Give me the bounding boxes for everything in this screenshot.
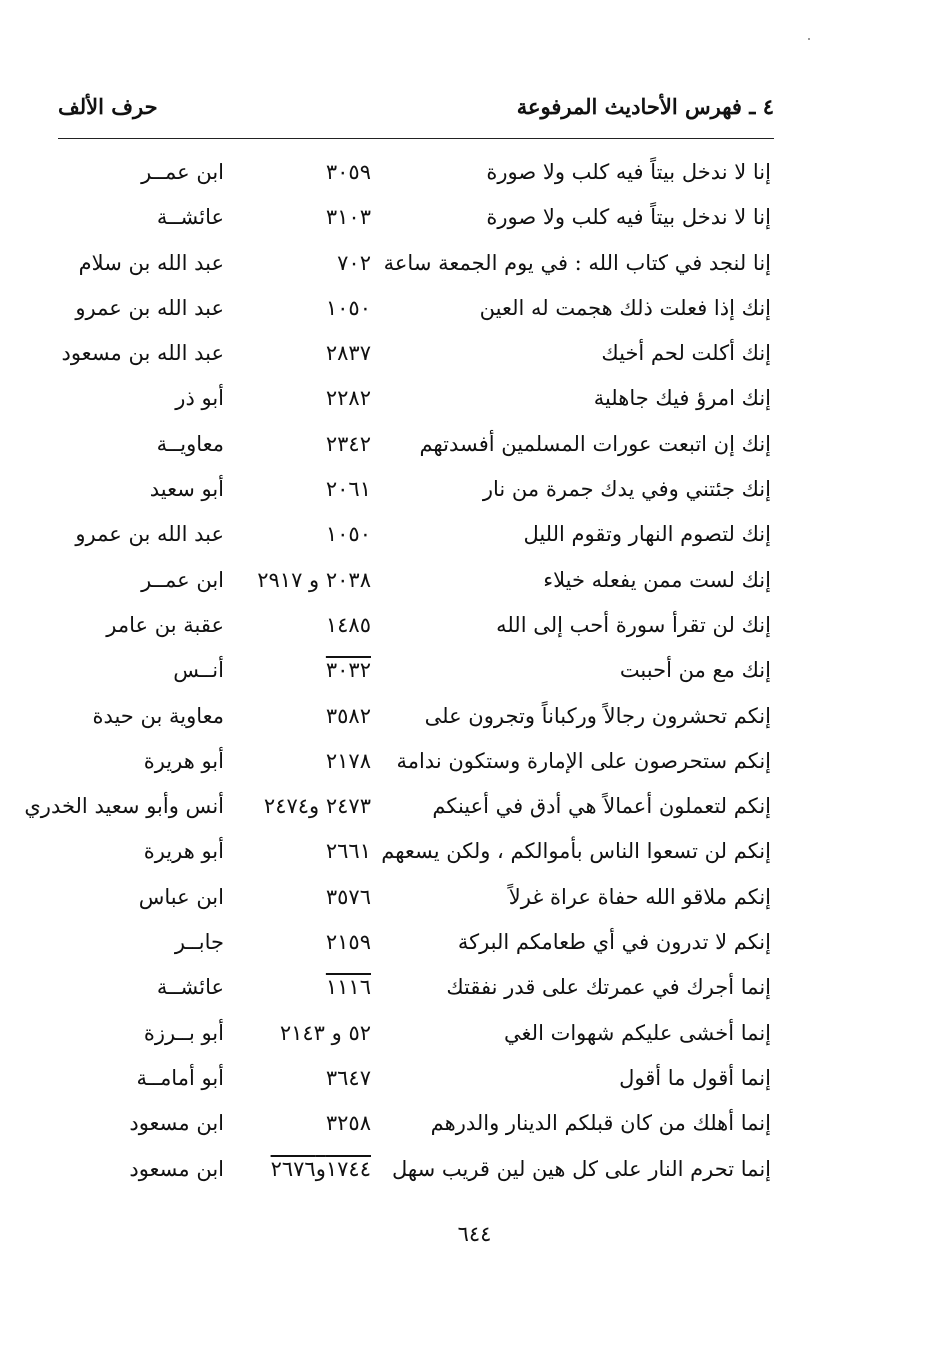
hadith-number: ٢٤٧٣ و٢٤٧٤ <box>263 794 371 819</box>
index-entry <box>0 514 949 559</box>
narrator: أنــس <box>173 658 224 683</box>
hadith-number: ٣٠٥٩ <box>325 160 371 184</box>
narrator: أبو أمامــة <box>136 1065 224 1090</box>
hadith-incipit: إنك إذا فعلت ذلك هجمت له العين <box>479 295 771 320</box>
index-entry <box>0 152 949 197</box>
hadith-incipit: إنا لا ندخل بيتاً فيه كلب ولا صورة <box>486 160 771 184</box>
narrator: عائشــة <box>156 205 224 230</box>
hadith-incipit: إنما أجرك في عمرتك على قدر نفقتك <box>446 975 771 1000</box>
hadith-number: ٢٨٣٧ <box>325 341 371 366</box>
hadith-number: ٢١٥٩ <box>325 930 371 955</box>
index-entry <box>0 1103 949 1148</box>
hadith-incipit: إنك لتصوم النهار وتقوم الليل <box>523 522 771 547</box>
narrator: أبو سعيد <box>149 477 224 502</box>
narrator: معاوية بن حيدة <box>92 703 224 728</box>
hadith-number: ١٠٥٠ <box>325 522 371 547</box>
narrator: عقبة بن عامر <box>106 612 224 637</box>
narrator: ابن عباس <box>138 884 224 909</box>
chapter-title: ٤ ـ فهرس الأحاديث المرفوعة <box>516 94 774 119</box>
narrator: أبو ذر <box>175 386 224 411</box>
narrator: عبد الله بن مسعود <box>61 341 224 366</box>
hadith-incipit: إنما أهلك من كان قبلكم الدينار والدرهم <box>430 1111 771 1136</box>
index-entry <box>0 333 949 378</box>
hadith-incipit: إنك إن اتبعت عورات المسلمين أفسدتهم <box>419 431 771 456</box>
hadith-number: ٥٢ و ٢١٤٣ <box>279 1020 371 1045</box>
index-entry <box>0 831 949 876</box>
narrator: جابــر <box>174 930 224 955</box>
hadith-number: ٢٠٦١ <box>325 477 371 502</box>
hadith-incipit: إنما أقول ما أقول <box>619 1065 771 1090</box>
hadith-number: ١٤٨٥ <box>325 612 371 637</box>
index-entry <box>0 1058 949 1103</box>
index-entry <box>0 650 949 695</box>
hadith-number: ٢٢٨٢ <box>325 386 371 411</box>
running-header <box>58 94 774 130</box>
index-entry <box>0 1013 949 1058</box>
index-entry <box>0 424 949 469</box>
narrator: ابن عمــر <box>141 160 224 184</box>
narrator: ابن عمــر <box>141 567 224 592</box>
index-entry <box>0 605 949 650</box>
hadith-incipit: إنك لست ممن يفعله خيلاء <box>543 567 771 592</box>
index-entry <box>0 378 949 423</box>
narrator: عائشــة <box>156 975 224 1000</box>
hadith-incipit: إنما تحرم النار على كل هين لين قريب سهل <box>392 1156 771 1181</box>
narrator: أبو هريرة <box>143 839 224 864</box>
hadith-incipit: إنكم لتعملون أعمالاً هي أدق في أعينكم <box>432 794 771 819</box>
hadith-number: ٣٦٤٧ <box>325 1065 371 1090</box>
narrator: أبو بــرزة <box>143 1020 224 1045</box>
hadith-number: ٣٢٥٨ <box>325 1111 371 1136</box>
hadith-incipit: إنكم ملاقو الله حفاة عراة غرلاً <box>508 884 771 909</box>
index-entry <box>0 1149 949 1194</box>
hadith-number: ٧٠٢ <box>337 250 371 275</box>
hadith-number: ٣٥٧٦ <box>325 884 371 909</box>
hadith-incipit: إنك أكلت لحم أخيك <box>601 341 771 366</box>
index-entry <box>0 197 949 242</box>
hadith-number: ٣١٠٣ <box>325 205 371 230</box>
index-entry <box>0 560 949 605</box>
index-entry <box>0 469 949 514</box>
hadith-incipit: إنكم لن تسعوا الناس بأموالكم ، ولكن يسعهم <box>381 839 771 864</box>
narrator: عبد الله بن سلام <box>78 250 224 275</box>
index-entry <box>0 696 949 741</box>
page-number: ٦٤٤ <box>457 1222 492 1246</box>
narrator: ابن مسعود <box>129 1156 224 1181</box>
hadith-index-list <box>0 152 949 1194</box>
narrator: أنس وأبو سعيد الخدري <box>24 794 224 819</box>
hadith-incipit: إنك جئتني وفي يدك جمرة من نار <box>482 477 771 502</box>
narrator: عبد الله بن عمرو <box>75 522 224 547</box>
narrator: ابن مسعود <box>129 1111 224 1136</box>
narrator: أبو هريرة <box>143 748 224 773</box>
header-rule <box>58 138 774 139</box>
hadith-incipit: إنك لن تقرأ سورة أحب إلى الله <box>496 612 771 637</box>
hadith-number: ١١١٦ <box>325 975 371 1000</box>
hadith-number: ٢٠٣٨ و ٢٩١٧ <box>257 567 371 592</box>
scan-mark <box>808 38 810 40</box>
hadith-incipit: إنا لنجد في كتاب الله : في يوم الجمعة ساعة <box>383 250 771 275</box>
hadith-number: ١٠٥٠ <box>325 295 371 320</box>
hadith-number: ٢١٧٨ <box>325 748 371 773</box>
hadith-incipit: إنكم تحشرون رجالاً وركباناً وتجرون على <box>424 703 771 728</box>
hadith-number: ٢٦٦١ <box>325 839 371 864</box>
narrator: عبد الله بن عمرو <box>75 295 224 320</box>
index-entry <box>0 877 949 922</box>
index-entry <box>0 922 949 967</box>
index-entry <box>0 786 949 831</box>
index-entry <box>0 288 949 333</box>
hadith-incipit: إنكم لا تدرون في أي طعامكم البركة <box>457 930 771 955</box>
index-entry <box>0 967 949 1012</box>
hadith-number: ٣٥٨٢ <box>325 703 371 728</box>
hadith-incipit: إنما أخشى عليكم شهوات الغي <box>504 1020 771 1045</box>
hadith-number: ٢٣٤٢ <box>325 431 371 456</box>
narrator: معاويــة <box>156 431 224 456</box>
hadith-number: ٣٠٣٢ <box>325 658 371 683</box>
hadith-incipit: إنا لا ندخل بيتاً فيه كلب ولا صورة <box>486 205 771 230</box>
hadith-incipit: إنك مع من أحببت <box>619 658 771 683</box>
section-title: حرف الألف <box>58 94 158 119</box>
hadith-incipit: إنك امرؤ فيك جاهلية <box>593 386 771 411</box>
index-entry <box>0 243 949 288</box>
index-entry <box>0 741 949 786</box>
hadith-incipit: إنكم ستحرصون على الإمارة وستكون ندامة <box>396 748 771 773</box>
hadith-number: ١٧٤٤و٢٦٧٦ <box>270 1156 371 1181</box>
